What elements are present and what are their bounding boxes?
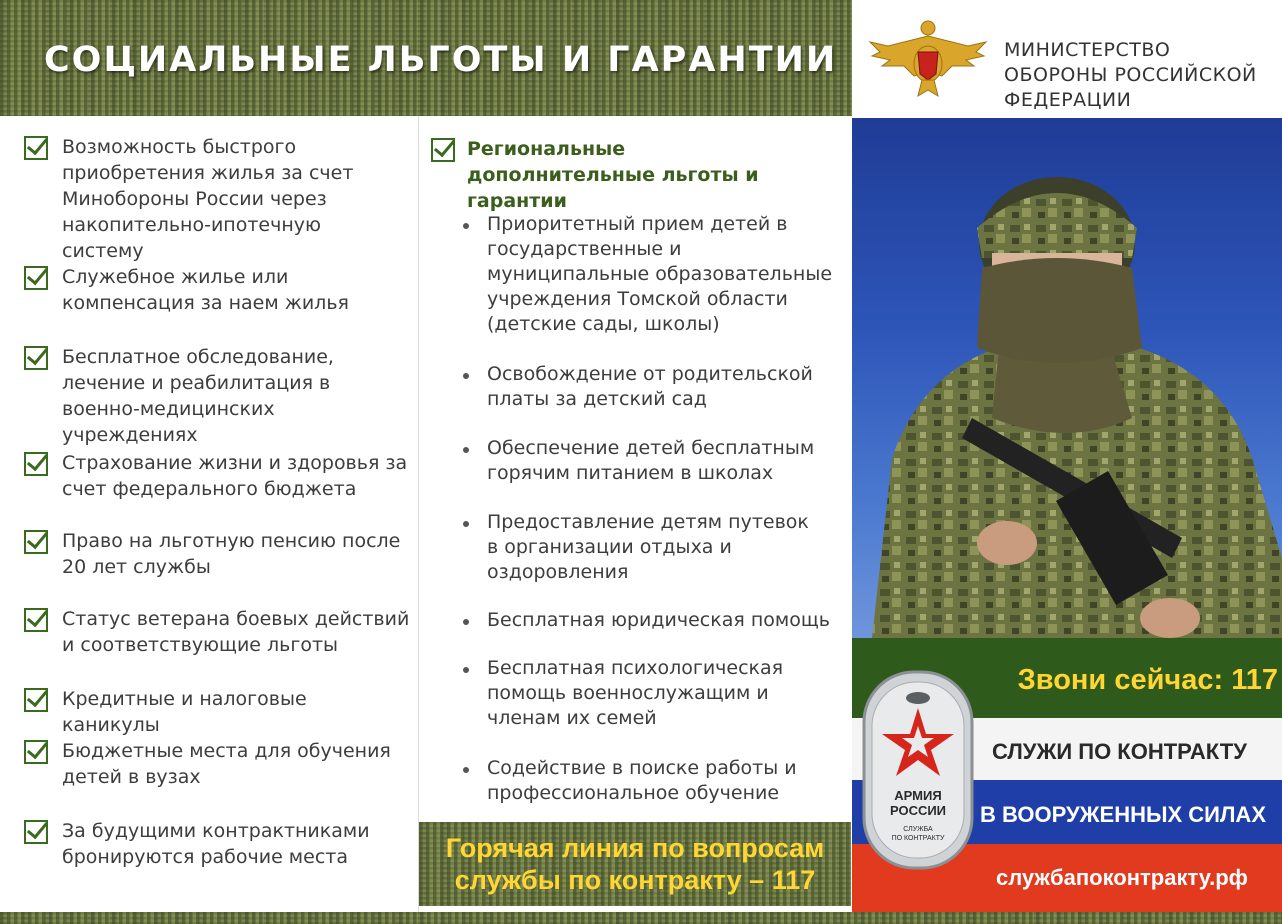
regional-text: Содействие в поиске работы и профессиональное обучение bbox=[487, 757, 797, 804]
ministry-header bbox=[852, 0, 1282, 118]
army-dog-tag-icon bbox=[860, 668, 976, 872]
benefit-text: Статус ветерана боевых действий и соответствующие льготы bbox=[62, 608, 410, 656]
header-banner bbox=[0, 0, 852, 116]
benefit-item bbox=[24, 818, 410, 870]
website-link[interactable]: службапоконтракту.рф bbox=[996, 865, 1248, 890]
regional-item bbox=[463, 510, 843, 585]
benefit-item bbox=[24, 606, 410, 658]
regional-benefits-column bbox=[418, 116, 850, 912]
checkbox-icon bbox=[24, 136, 48, 160]
benefit-text: Право на льготную пенсию после 20 лет службы bbox=[62, 530, 401, 578]
benefit-item bbox=[24, 450, 410, 502]
benefit-item bbox=[24, 134, 410, 264]
checkbox-icon bbox=[24, 688, 48, 712]
bullet-icon bbox=[463, 767, 469, 773]
benefit-text: Бюджетные места для обучения детей в вузах bbox=[62, 740, 391, 788]
benefit-item bbox=[24, 528, 410, 580]
benefit-item bbox=[24, 738, 410, 790]
benefit-item bbox=[24, 264, 410, 316]
soldier-illustration bbox=[852, 118, 1282, 638]
call-now-text: Звони сейчас: 117 bbox=[1017, 664, 1278, 696]
bullet-icon bbox=[463, 223, 469, 229]
checkbox-icon bbox=[24, 530, 48, 554]
regional-item bbox=[463, 212, 843, 337]
regional-text: Обеспечение детей бесплатным горячим питанием в школах bbox=[487, 437, 815, 484]
bullet-icon bbox=[463, 619, 469, 625]
checkbox-icon bbox=[24, 820, 48, 844]
benefit-text: Кредитные и налоговые каникулы bbox=[62, 688, 307, 736]
regional-item bbox=[463, 436, 843, 486]
regional-text: Бесплатная психологическая помощь военнослужащим и членам их семей bbox=[487, 657, 784, 729]
checkbox-icon bbox=[24, 608, 48, 632]
benefit-text: Служебное жилье или компенсация за наем жилья bbox=[62, 266, 349, 314]
soldier-photo bbox=[852, 118, 1282, 638]
hotline-text: Горячая линия по вопросам службы по контракту – 117 bbox=[445, 833, 825, 895]
bullet-icon bbox=[463, 447, 469, 453]
ministry-name: МИНИСТЕРСТВО ОБОРОНЫ РОССИЙСКОЙ ФЕДЕРАЦИИ bbox=[1004, 39, 1257, 111]
regional-heading bbox=[431, 136, 841, 214]
regional-text: Предоставление детям путевок в организации отдыха и оздоровления bbox=[487, 511, 809, 583]
checkbox-icon bbox=[24, 266, 48, 290]
general-benefits-column bbox=[0, 116, 418, 912]
regional-heading-text: Региональные дополнительные льготы и гарантии bbox=[467, 138, 759, 212]
regional-item bbox=[463, 362, 843, 412]
regional-item bbox=[463, 608, 843, 633]
tag-line1: АРМИЯ bbox=[894, 788, 942, 803]
tag-line2: РОССИИ bbox=[889, 803, 947, 818]
regional-item bbox=[463, 756, 843, 806]
page-title: СОЦИАЛЬНЫЕ ЛЬГОТЫ И ГАРАНТИИ bbox=[44, 40, 838, 80]
tag-line4: ПО КОНТРАКТУ bbox=[891, 835, 945, 842]
bullet-icon bbox=[463, 667, 469, 673]
hotline-banner bbox=[419, 822, 851, 906]
checkbox-icon bbox=[431, 138, 455, 162]
service-slogan-line1: СЛУЖИ ПО КОНТРАКТУ bbox=[992, 739, 1247, 764]
regional-text: Бесплатная юридическая помощь bbox=[487, 609, 830, 631]
regional-item bbox=[463, 656, 843, 731]
regional-text: Освобождение от родительской платы за детский сад bbox=[487, 363, 813, 410]
service-slogan-line2: В ВООРУЖЕННЫХ СИЛАХ bbox=[980, 802, 1266, 827]
tag-line3: СЛУЖБА bbox=[903, 826, 933, 833]
benefit-text: Бесплатное обследование, лечение и реабилитация в военно-медицинских учреждениях bbox=[62, 346, 334, 446]
cover-column bbox=[852, 0, 1282, 912]
benefit-text: За будущими контрактниками бронируются рабочие места bbox=[62, 820, 370, 868]
benefit-item bbox=[24, 686, 410, 738]
benefit-text: Страхование жизни и здоровья за счет федерального бюджета bbox=[62, 452, 408, 500]
benefit-item bbox=[24, 344, 410, 448]
eagle-emblem-icon bbox=[868, 16, 988, 102]
checkbox-icon bbox=[24, 740, 48, 764]
bullet-icon bbox=[463, 373, 469, 379]
bullet-icon bbox=[463, 521, 469, 527]
bottom-camo-strip bbox=[0, 912, 1282, 924]
checkbox-icon bbox=[24, 452, 48, 476]
benefit-text: Возможность быстрого приобретения жилья за счет Минобороны России через накопительно-ипотечную систему bbox=[62, 136, 354, 262]
regional-text: Приоритетный прием детей в государственные и муниципальные образовательные учреждения Томской области (детские сады, школы) bbox=[487, 213, 833, 335]
checkbox-icon bbox=[24, 346, 48, 370]
